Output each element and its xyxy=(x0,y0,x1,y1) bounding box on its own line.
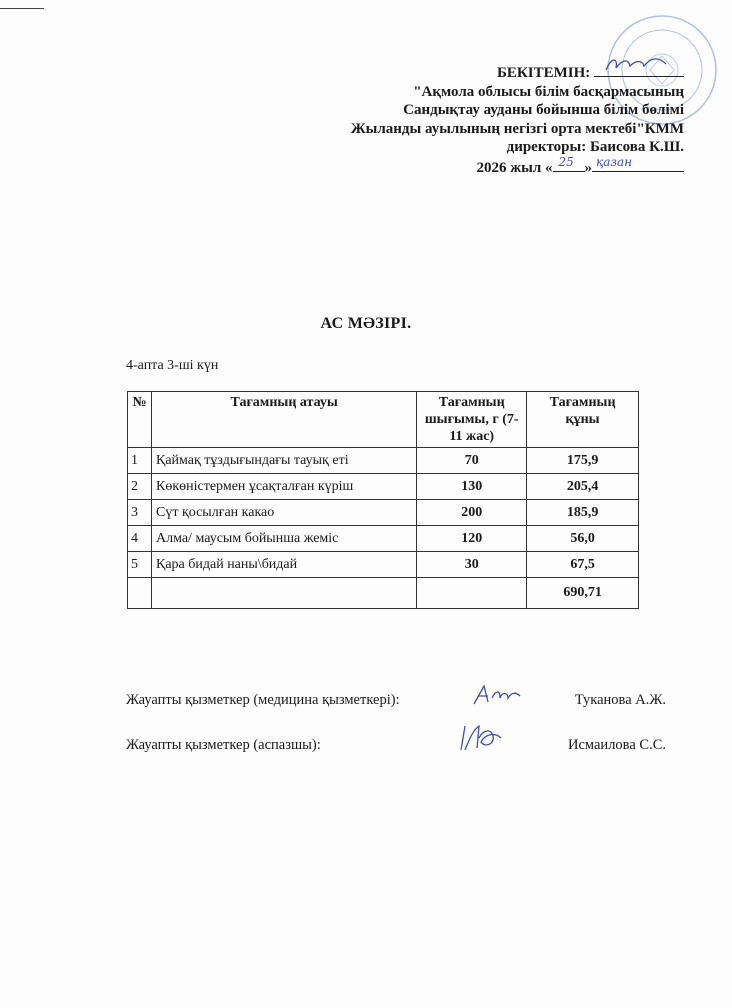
date-year-prefix: 2026 жыл « xyxy=(476,159,553,176)
approval-block xyxy=(351,62,684,177)
row-name: Сүт қосылған какао xyxy=(151,500,416,526)
table-row xyxy=(128,448,639,474)
row-yield: 30 xyxy=(417,552,527,578)
table-header-row xyxy=(128,392,639,448)
header-cost: Тағамның құны xyxy=(527,392,639,448)
date-day-field xyxy=(553,154,585,172)
row-yield: 130 xyxy=(417,474,527,500)
header-yield: Тағамның шығымы, г (7-11 жас) xyxy=(417,392,527,448)
row-no: 4 xyxy=(128,526,152,552)
header-name: Тағамның атауы xyxy=(151,392,416,448)
table-row xyxy=(128,552,639,578)
total-cost: 690,71 xyxy=(527,578,639,609)
total-empty-name xyxy=(151,578,416,609)
row-cost: 205,4 xyxy=(527,474,639,500)
row-name: Алма/ маусым бойынша жеміс xyxy=(151,526,416,552)
row-no: 3 xyxy=(128,500,152,526)
table-total-row xyxy=(128,578,639,609)
signature-name-2: Исмаилова С.С. xyxy=(568,737,666,753)
approval-director: директоры: Баисова К.Ш. xyxy=(506,139,684,155)
table-row xyxy=(128,474,639,500)
date-mid: » xyxy=(584,159,592,176)
row-name: Қаймақ тұздығындағы тауық еті xyxy=(151,448,416,474)
table-row xyxy=(128,500,639,526)
row-name: Қара бидай наны\бидай xyxy=(151,552,416,578)
date-month-field xyxy=(592,154,684,172)
row-cost: 185,9 xyxy=(527,500,639,526)
table-row xyxy=(128,526,639,552)
header-no: № xyxy=(128,392,152,448)
signature-role-2: Жауапты қызметкер (аспазшы): xyxy=(126,737,321,753)
row-yield: 120 xyxy=(417,526,527,552)
row-yield: 200 xyxy=(417,500,527,526)
approval-org-line-1: "Ақмола облысы білім басқармасының xyxy=(413,83,684,100)
signature-name-1: Туканова А.Ж. xyxy=(574,692,666,708)
row-cost: 67,5 xyxy=(527,552,639,578)
row-name: Көкөністермен ұсақталған күріш xyxy=(151,474,416,500)
menu-table xyxy=(127,391,639,609)
row-no: 2 xyxy=(128,474,152,500)
approval-heading-line xyxy=(351,62,684,83)
date-month-value: қазан xyxy=(596,154,633,169)
top-rule xyxy=(0,8,44,9)
row-yield: 70 xyxy=(417,448,527,474)
page-title: АС МӘЗІРІ. xyxy=(320,315,412,332)
signature-role-1: Жауапты қызметкер (медицина қызметкері): xyxy=(126,692,400,708)
approval-heading: БЕКІТЕМІН: xyxy=(496,65,591,81)
date-day-value: 25 xyxy=(558,154,574,169)
total-empty-yield xyxy=(417,578,527,609)
approval-org-line-2: Сандықтау ауданы бойынша білім бөлімі xyxy=(403,102,684,118)
director-signature-line xyxy=(594,62,684,77)
approval-org-line-3: Жыланды ауылының негізгі орта мектебі"КММ xyxy=(350,120,684,137)
page-subtitle: 4-апта 3-ші күн xyxy=(126,358,219,373)
total-empty-no xyxy=(128,578,152,609)
row-cost: 175,9 xyxy=(527,448,639,474)
approval-date xyxy=(351,154,684,178)
row-no: 1 xyxy=(128,448,152,474)
medical-staff-signature-icon xyxy=(470,682,522,710)
row-cost: 56,0 xyxy=(527,526,639,552)
row-no: 5 xyxy=(128,552,152,578)
director-signature-icon xyxy=(602,54,672,76)
cook-signature-icon xyxy=(455,720,505,754)
